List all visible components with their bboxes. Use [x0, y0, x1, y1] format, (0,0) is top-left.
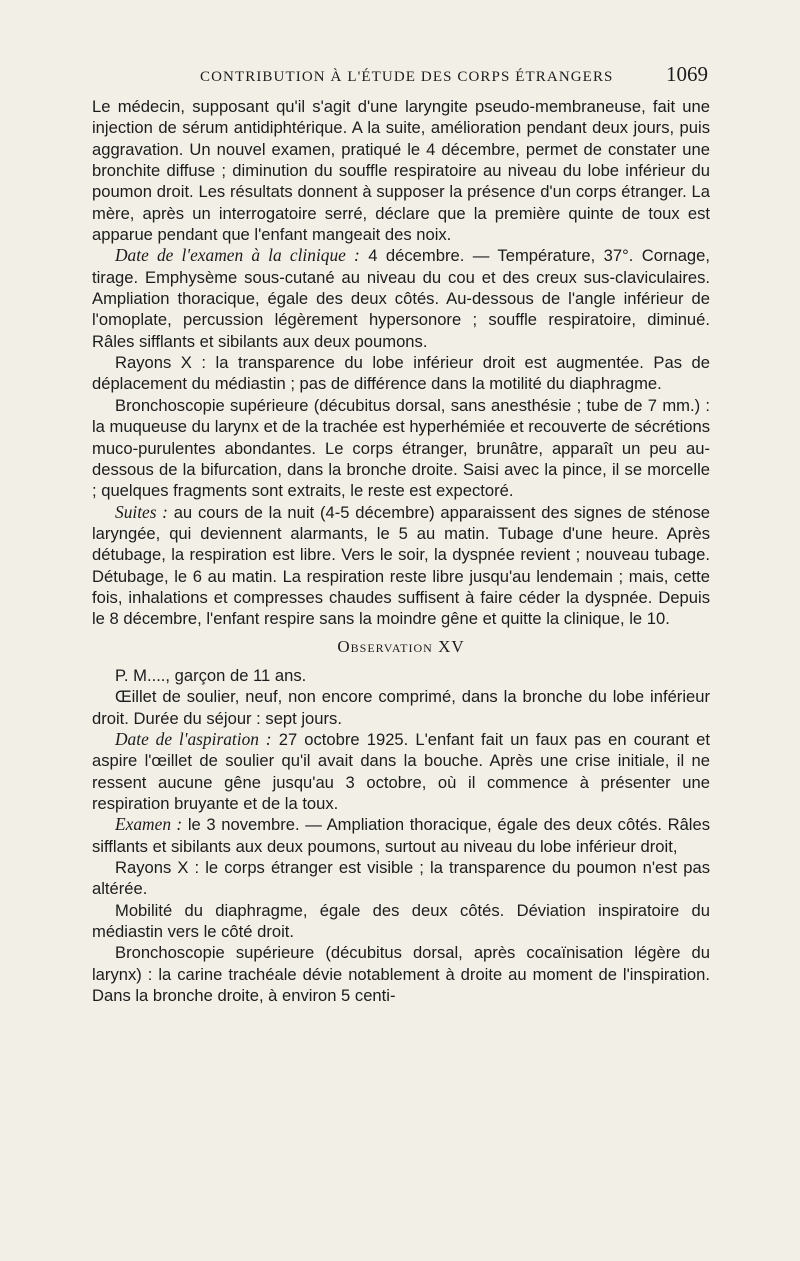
paragraph [92, 245, 710, 352]
italic-label: Suites : [115, 501, 168, 522]
paragraph: P. M...., garçon de 11 ans. [115, 665, 307, 685]
italic-label: Examen : [115, 814, 183, 835]
running-title: CONTRIBUTION À L'ÉTUDE DES CORPS ÉTRANGERS [200, 69, 614, 85]
body-text [92, 96, 710, 1006]
italic-label: Date de l'aspiration : [115, 728, 272, 749]
section-heading: Observation XV [337, 636, 465, 656]
italic-label: Date de l'examen à la clinique : [115, 245, 360, 266]
paragraph: Rayons X : la transparence du lobe inférieur droit est augmentée. Pas de déplacement du médiastin ; pas de différence dans la motilité du diaphragme. [92, 353, 710, 394]
paragraph-text: 27 octobre 1925. L'enfant fait un faux pas en courant et aspire l'œillet de soulier qu'il avait dans la bouche. Après une crise initiale, il ne ressent aucune gêne jusqu'au 3 octobre, où il commence à présenter une respiration bruyante et de la toux. [92, 729, 710, 813]
paragraph [92, 814, 710, 857]
paragraph: Le médecin, supposant qu'il s'agit d'une laryngite pseudo-membraneuse, fait une injection de sérum antidiphtérique. A la suite, amélioration pendant deux jours, puis aggravation. Un nouvel examen, pratiqué le 4 décembre, permet de constater une bronchite diffuse ; diminution du souffle respiratoire au niveau du lobe inférieur du poumon droit. Les résultats donnent à supposer la présence d'un corps étranger. La mère, après un interrogatoire serré, déclare que la première quinte de toux est apparue pendant que l'enfant mangeait des noix. [92, 97, 710, 245]
paragraph: Bronchoscopie supérieure (décubitus dorsal, sans anesthésie ; tube de 7 mm.) : la muqueuse du larynx et de la trachée est hyperhémiée et recouverte de sécrétions muco-purulentes abondantes. Le corps étranger, brunâtre, apparaît un peu au-dessous de la bifurcation, dans la bronche droite. Saisi avec la pince, il se morcelle ; quelques fragments sont extraits, le reste est expectoré. [92, 395, 711, 501]
paragraph [92, 502, 710, 630]
paragraph: Œillet de soulier, neuf, non encore comprimé, dans la bronche du lobe inférieur droit. Durée du séjour : sept jours. [92, 687, 710, 728]
paragraph-text: le 3 novembre. — Ampliation thoracique, égale des deux côtés. Râles sifflants et sibilants aux deux poumons, surtout au niveau du lobe inférieur droit, [92, 815, 711, 856]
page-header [92, 62, 708, 87]
paragraph: Mobilité du diaphragme, égale des deux côtés. Déviation inspiratoire du médiastin vers le côté droit. [92, 900, 710, 942]
paragraph [92, 729, 710, 814]
paragraph: Bronchoscopie supérieure (décubitus dorsal, après cocaïnisation légère du larynx) : la carine trachéale dévie notablement à droite au moment de l'inspiration. Dans la bronche droite, à environ 5 centi- [92, 943, 710, 1006]
page-number: 1069 [666, 62, 708, 86]
paragraph-text: au cours de la nuit (4-5 décembre) apparaissent des signes de sténose laryngée, qui deviennent alarmants, le 5 au matin. Tubage d'une heure. Après détubage, la respiration est libre. Vers le soir, la dyspnée revient ; nouveau tubage. Détubage, le 6 au matin. La respiration reste libre jusqu'au lendemain ; mais, cette fois, inhalations et compresses chaudes suffisent à faire céder la dyspnée. Depuis le 8 décembre, l'enfant respire sans la moindre gêne et quitte la clinique, le 10. [92, 502, 710, 629]
paragraph-text: 4 décembre. — Température, 37°. Cornage, tirage. Emphysème sous-cutané au niveau du cou et des creux sus-claviculaires. Ampliation thoracique, égale des deux côtés. Au-dessous de l'angle inférieur de l'omoplate, percussion légèrement hypersonore ; souffle respiratoire, diminué. Râles sifflants et sibilants aux deux poumons. [92, 246, 710, 351]
paragraph: Rayons X : le corps étranger est visible ; la transparence du poumon n'est pas altérée. [92, 858, 710, 899]
